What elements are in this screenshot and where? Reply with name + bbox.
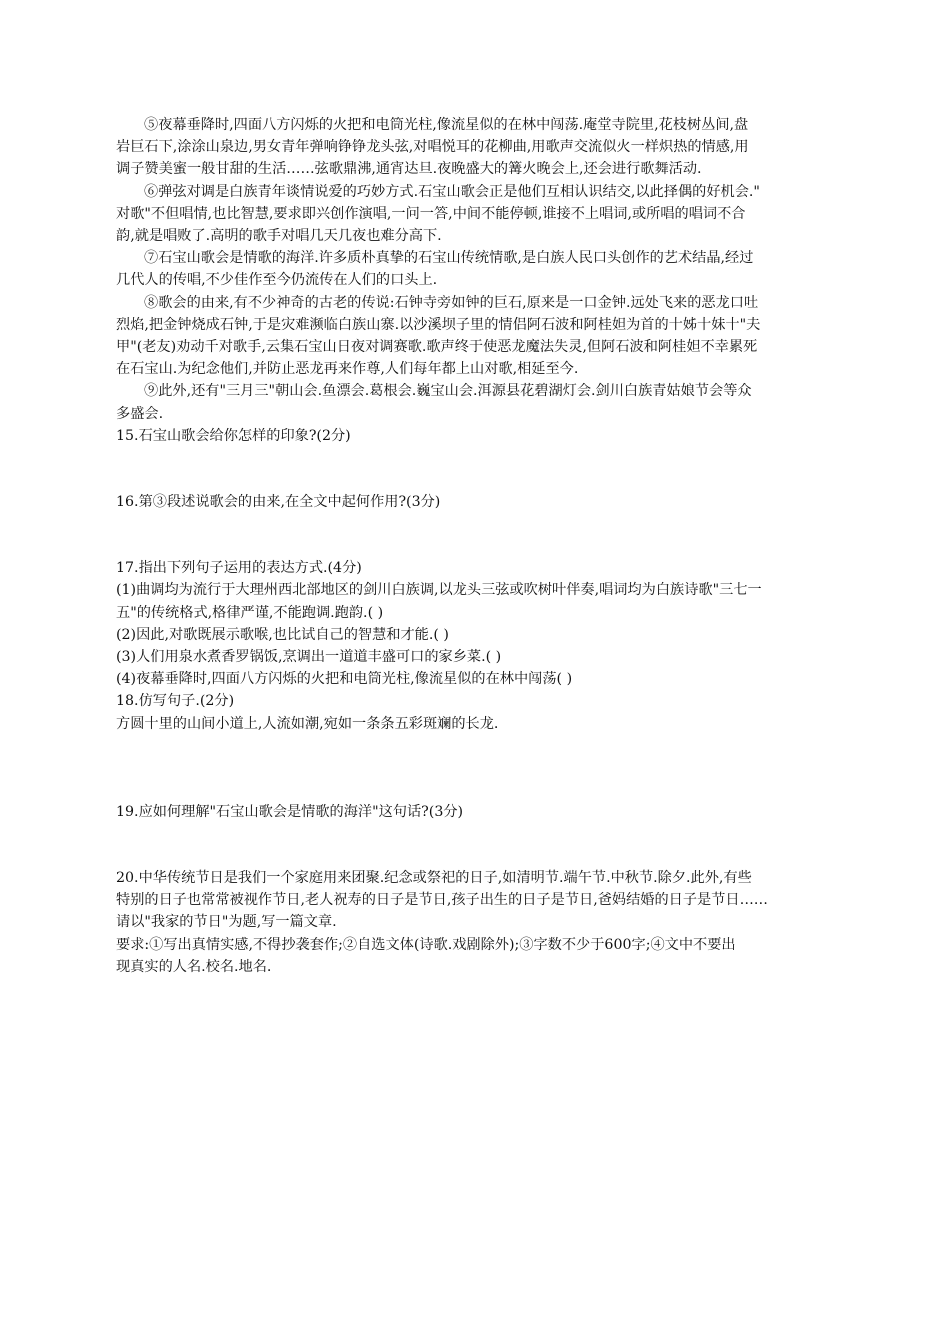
question-title: 18.仿写句子.(2分)	[116, 693, 235, 710]
text-line: 几代人的传唱,不少佳作至今仍流传在人们的口头上.	[116, 272, 438, 289]
example-sentence: 方圆十里的山间小道上,人流如潮,宛如一条条五彩斑斓的长龙.	[116, 715, 499, 732]
text-line: 岩巨石下,涂涂山泉边,男女青年弹响铮铮龙头弦,对唱悦耳的花柳曲,用歌声交流似火一样炽热的情感,用	[116, 139, 749, 156]
question-item: (1)曲调均为流行于大理州西北部地区的剑川白族调,以龙头三弦或吹树叶伴奏,唱词均为白族诗歌"三七一	[116, 582, 762, 599]
question-item: (2)因此,对歌既展示歌喉,也比试自己的智慧和才能.( )	[116, 626, 449, 643]
text-line: ⑨此外,还有"三月三"朝山会.鱼漂会.葛根会.巍宝山会.洱源县花碧湖灯会.剑川白族青姑娘节会等众	[144, 383, 752, 400]
question-text: 特别的日子也常常被视作节日,老人祝寿的日子是节日,孩子出生的日子是节日,爸妈结婚的日子是节日……	[116, 892, 768, 909]
text-line: 多盛会.	[116, 405, 164, 422]
question-15: 15.石宝山歌会给你怎样的印象?(2分)	[116, 427, 351, 444]
text-line: ⑤夜幕垂降时,四面八方闪烁的火把和电筒光柱,像流星似的在林中闯荡.庵堂寺院里,花枝树丛间,盘	[144, 117, 749, 133]
question-item: (4)夜幕垂降时,四面八方闪烁的火把和电筒光柱,像流星似的在林中闯荡( )	[116, 671, 573, 688]
text-line: ⑦石宝山歌会是情歌的海洋.许多质朴真挚的石宝山传统情歌,是白族人民口头创作的艺术结晶,经过	[144, 250, 754, 267]
question-16: 16.第③段述说歌会的由来,在全文中起何作用?(3分)	[116, 494, 441, 511]
question-text: 请以"我家的节日"为题,写一篇文章.	[116, 914, 337, 931]
question-item: 五"的传统格式,格律严谨,不能跑调.跑韵.( )	[116, 604, 384, 621]
question-title: 17.指出下列句子运用的表达方式.(4分)	[116, 560, 362, 577]
question-item: (3)人们用泉水煮香罗锅饭,烹调出一道道丰盛可口的家乡菜.( )	[116, 649, 502, 666]
text-line: 烈焰,把金钟烧成石钟,于是灾难濒临白族山寨.以沙溪坝子里的情侣阿石波和阿桂妲为首的十姊十妹十"夫	[116, 316, 761, 333]
question-text: 现真实的人名.校名.地名.	[116, 958, 272, 975]
answer-space	[116, 735, 842, 801]
answer-space	[116, 823, 842, 867]
answer-space	[116, 447, 842, 491]
document-page	[116, 114, 842, 978]
text-line: 韵,就是唱败了.高明的歌手对唱几天几夜也难分高下.	[116, 228, 442, 245]
question-text: 要求:①写出真情实感,不得抄袭套作;②自选文体(诗歌.戏剧除外);③字数不少于600字;④文中不要出	[116, 936, 736, 953]
text-line: ⑧歌会的由来,有不少神奇的古老的传说:石钟寺旁如钟的巨石,原来是一口金钟.远处飞来的恶龙口吐	[144, 294, 759, 311]
question-text: 20.中华传统节日是我们一个家庭用来团聚.纪念或祭祀的日子,如清明节.端午节.中秋节.除夕.此外,有些	[116, 870, 752, 887]
text-line: 对歌"不但唱情,也比智慧,要求即兴创作演唱,一问一答,中间不能停顿,谁接不上唱词,或所唱的唱词不合	[116, 205, 746, 222]
paragraph-8	[116, 292, 842, 381]
answer-space	[116, 513, 842, 557]
text-line: 甲"(老友)劝动千对歌手,云集石宝山日夜对调赛歌.歌声终于使恶龙魔法失灵,但阿石波和阿桂妲不幸累死	[116, 339, 758, 356]
question-20	[116, 867, 842, 978]
paragraph-9	[116, 380, 842, 424]
paragraph-5	[116, 114, 842, 181]
question-18	[116, 690, 842, 734]
question-19: 19.应如何理解"石宝山歌会是情歌的海洋"这句话?(3分)	[116, 803, 464, 820]
paragraph-7	[116, 247, 842, 291]
text-line: ⑥弹弦对调是白族青年谈情说爱的巧妙方式.石宝山歌会正是他们互相认识结交,以此择偶的好机会."	[144, 183, 760, 200]
question-17	[116, 557, 842, 690]
paragraph-6	[116, 181, 842, 248]
text-line: 调子赞美蜜一般甘甜的生活……弦歌鼎沸,通宵达旦.夜晚盛大的篝火晚会上,还会进行歌舞活动.	[116, 161, 702, 178]
text-line: 在石宝山.为纪念他们,并防止恶龙再来作尊,人们每年都上山对歌,相延至今.	[116, 361, 579, 378]
